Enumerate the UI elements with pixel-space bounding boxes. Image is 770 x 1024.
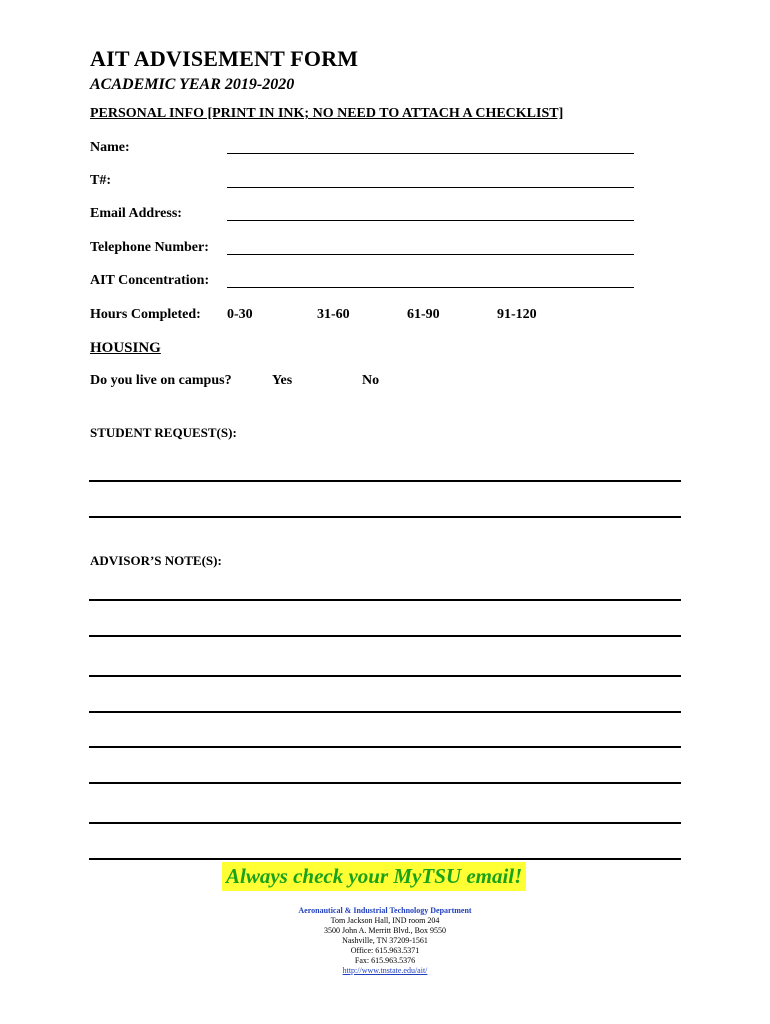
note-line[interactable] [89,711,681,713]
tnum-label: T#: [90,173,111,188]
hours-option[interactable]: 31-60 [317,307,350,322]
note-line[interactable] [89,599,681,601]
request-line[interactable] [89,480,681,482]
campus-no-option[interactable]: No [362,373,380,388]
student-requests-label: STUDENT REQUEST(S): [90,425,237,440]
request-line[interactable] [89,516,681,518]
tnum-field[interactable] [227,187,634,188]
city-address: Nashville, TN 37209-1561 [342,936,428,945]
note-line[interactable] [89,822,681,824]
campus-yes-option[interactable]: Yes [272,373,293,388]
hours-label: Hours Completed: [90,307,201,322]
email-reminder-banner: Always check your MyTSU email! [222,862,526,891]
note-line[interactable] [89,746,681,748]
academic-year: ACADEMIC YEAR 2019-2020 [90,76,295,93]
hours-option[interactable]: 91-120 [497,307,537,322]
personal-info-heading: PERSONAL INFO [PRINT IN INK; NO NEED TO ATTACH A CHECKLIST] [90,106,564,121]
campus-question: Do you live on campus? [90,373,232,388]
phone-label: Telephone Number: [90,240,209,255]
building-address: Tom Jackson Hall, IND room 204 [330,916,440,925]
street-address: 3500 John A. Merritt Blvd., Box 9550 [323,926,446,935]
form-title: AIT ADVISEMENT FORM [90,46,359,71]
concentration-label: AIT Concentration: [90,273,210,288]
email-label: Email Address: [90,206,182,221]
website-link[interactable]: http://www.tnstate.edu/ait/ [342,966,428,975]
advisor-notes-label: ADVISOR’S NOTE(S): [90,553,222,568]
housing-heading: HOUSING [90,340,161,356]
note-line[interactable] [89,782,681,784]
concentration-field[interactable] [227,287,634,288]
email-field[interactable] [227,220,634,221]
note-line[interactable] [89,635,681,637]
name-field[interactable] [227,153,634,154]
note-line[interactable] [89,858,681,860]
phone-field[interactable] [227,254,634,255]
hours-option[interactable]: 61-90 [407,307,440,322]
note-line[interactable] [89,675,681,677]
fax-number: Fax: 615.963.5376 [354,956,416,965]
office-phone: Office: 615.963.5371 [350,946,420,955]
hours-option[interactable]: 0-30 [227,307,253,322]
name-label: Name: [90,140,130,155]
department-name: Aeronautical & Industrial Technology Department [298,906,472,915]
